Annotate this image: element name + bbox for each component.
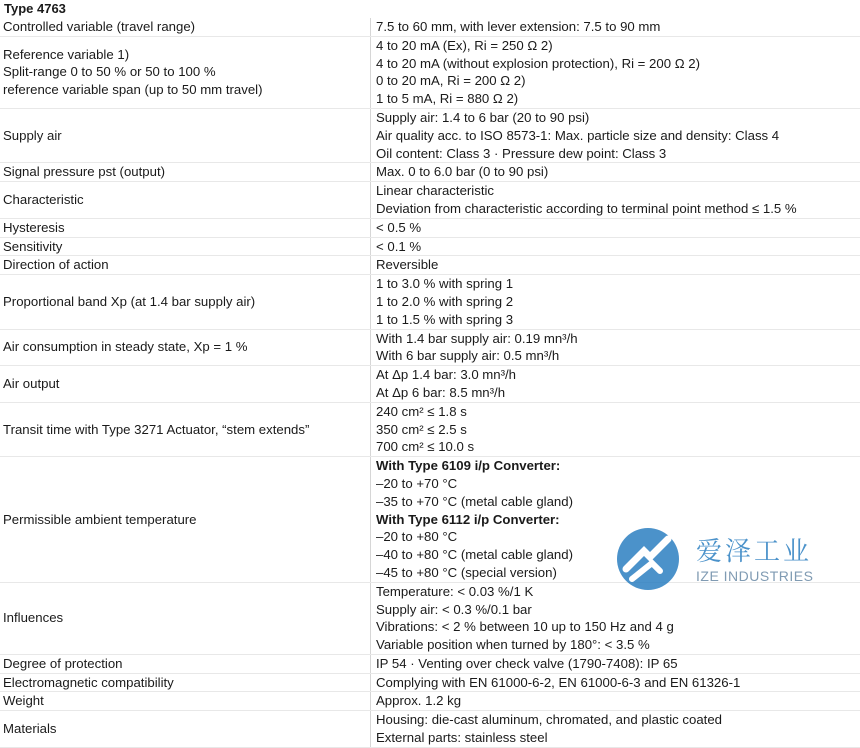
spec-row [0, 655, 860, 674]
column-divider [370, 583, 371, 654]
spec-row [0, 163, 860, 182]
spec-row [0, 256, 860, 275]
spec-label-line: Direction of action [3, 257, 109, 273]
spec-value: Supply air: 1.4 to 6 bar (20 to 90 psi) [376, 109, 590, 125]
spec-values [376, 182, 860, 218]
spec-values [376, 18, 860, 36]
spec-label-line: Air output [3, 376, 60, 392]
spec-value: At Δp 1.4 bar: 3.0 mn³/h [376, 367, 517, 383]
spec-label [3, 457, 365, 582]
spec-values [376, 674, 860, 692]
spec-title: Type 4763 [4, 1, 66, 16]
watermark-logo [610, 523, 840, 595]
column-divider [370, 692, 371, 710]
spec-value: 700 cm² ≤ 10.0 s [376, 439, 475, 455]
spec-values [376, 109, 860, 162]
spec-label-line: Influences [3, 610, 64, 626]
spec-value: Variable position when turned by 180°: < 3.5 % [376, 637, 650, 653]
spec-label [3, 692, 365, 710]
spec-values [376, 37, 860, 108]
watermark-en: IZE INDUSTRIES [696, 568, 814, 584]
spec-label [3, 37, 365, 108]
spec-row [0, 674, 860, 693]
spec-value: < 0.1 % [376, 238, 422, 254]
spec-values [376, 366, 860, 402]
column-divider [370, 18, 371, 36]
column-divider [370, 674, 371, 692]
spec-value: 4 to 20 mA (Ex), Ri = 250 Ω 2) [376, 37, 553, 53]
spec-value: –20 to +70 °C [376, 475, 458, 491]
spec-label [3, 182, 365, 218]
column-divider [370, 163, 371, 181]
spec-label [3, 238, 365, 256]
column-divider [370, 256, 371, 274]
spec-row [0, 18, 860, 37]
spec-value: –35 to +70 °C (metal cable gland) [376, 493, 573, 509]
spec-values [376, 219, 860, 237]
spec-label-line: Weight [3, 693, 44, 709]
spec-label-line: Materials [3, 721, 57, 737]
spec-value: 7.5 to 60 mm, with lever extension: 7.5 to 90 mm [376, 19, 661, 34]
spec-label-line: reference variable span (up to 50 mm travel) [3, 82, 263, 98]
spec-label-line: Permissible ambient temperature [3, 511, 197, 527]
spec-value: Oil content: Class 3 · Pressure dew point: Class 3 [376, 145, 667, 161]
spec-row [0, 711, 860, 748]
spec-value: < 0.5 % [376, 219, 422, 235]
spec-label-line: Supply air [3, 127, 62, 143]
spec-label-line: Proportional band Xp (at 1.4 bar supply air) [3, 293, 256, 309]
spec-label [3, 256, 365, 274]
column-divider [370, 219, 371, 237]
spec-label-line: Controlled variable (travel range) [3, 19, 196, 34]
spec-value: 1 to 2.0 % with spring 2 [376, 293, 514, 309]
spec-table [0, 18, 860, 748]
spec-label [3, 109, 365, 162]
spec-value: Vibrations: < 2 % between 10 up to 150 Hz and 4 g [376, 619, 674, 635]
spec-label-line: Hysteresis [3, 219, 65, 235]
spec-values [376, 163, 860, 181]
spec-values [376, 711, 860, 747]
spec-values [376, 256, 860, 274]
ize-logo-icon [610, 523, 690, 595]
spec-label [3, 330, 365, 366]
spec-label-line: Signal pressure pst (output) [3, 164, 165, 180]
spec-label [3, 403, 365, 456]
spec-label [3, 711, 365, 747]
column-divider [370, 330, 371, 366]
spec-label [3, 163, 365, 181]
column-divider [370, 711, 371, 747]
spec-values [376, 403, 860, 456]
spec-value: Reversible [376, 257, 439, 273]
spec-value: Air quality acc. to ISO 8573-1: Max. particle size and density: Class 4 [376, 127, 780, 143]
spec-label [3, 275, 365, 328]
spec-value: 1 to 1.5 % with spring 3 [376, 311, 514, 327]
column-divider [370, 182, 371, 218]
spec-value: With Type 6109 i/p Converter: [376, 458, 561, 474]
column-divider [370, 109, 371, 162]
spec-row [0, 403, 860, 457]
spec-value: With 6 bar supply air: 0.5 mn³/h [376, 348, 560, 364]
spec-value: Complying with EN 61000-6-2, EN 61000-6-3 and EN 61326-1 [376, 674, 741, 690]
spec-value: With Type 6112 i/p Converter: [376, 511, 560, 527]
spec-label [3, 18, 365, 36]
spec-label-line: Characteristic [3, 192, 84, 208]
spec-value: –45 to +80 °C (special version) [376, 564, 557, 580]
spec-value: Max. 0 to 6.0 bar (0 to 90 psi) [376, 164, 549, 180]
column-divider [370, 238, 371, 256]
spec-label [3, 583, 365, 654]
spec-label [3, 655, 365, 673]
column-divider [370, 37, 371, 108]
spec-values [376, 655, 860, 673]
column-divider [370, 457, 371, 582]
spec-value: –40 to +80 °C (metal cable gland) [376, 547, 573, 563]
spec-label-line: Air consumption in steady state, Xp = 1 % [3, 339, 248, 355]
spec-values [376, 238, 860, 256]
spec-value: With 1.4 bar supply air: 0.19 mn³/h [376, 330, 578, 346]
spec-value: 1 to 5 mA, Ri = 880 Ω 2) [376, 91, 519, 107]
column-divider [370, 366, 371, 402]
spec-label-line: Sensitivity [3, 238, 63, 254]
spec-label-line: Reference variable 1) [3, 46, 130, 62]
spec-value: 4 to 20 mA (without explosion protection), Ri = 200 Ω 2) [376, 55, 700, 71]
spec-label [3, 219, 365, 237]
spec-value: Linear characteristic [376, 183, 495, 199]
spec-value: Deviation from characteristic according to terminal point method ≤ 1.5 % [376, 200, 797, 216]
spec-values [376, 275, 860, 328]
spec-value: Housing: die-cast aluminum, chromated, and plastic coated [376, 712, 722, 728]
spec-value: 240 cm² ≤ 1.8 s [376, 403, 467, 419]
spec-row [0, 366, 860, 403]
spec-label-line: Transit time with Type 3271 Actuator, “stem extends” [3, 421, 310, 437]
spec-row [0, 109, 860, 163]
watermark-cn: 爱泽工业 [696, 537, 813, 567]
spec-row [0, 692, 860, 711]
spec-value: External parts: stainless steel [376, 730, 548, 746]
spec-row [0, 182, 860, 219]
spec-value: –20 to +80 °C [376, 529, 458, 545]
spec-label-line: Electromagnetic compatibility [3, 674, 174, 690]
spec-value: IP 54 · Venting over check valve (1790-7408): IP 65 [376, 655, 678, 671]
spec-value: 350 cm² ≤ 2.5 s [376, 421, 467, 437]
spec-value: Temperature: < 0.03 %/1 K [376, 583, 534, 599]
spec-values [376, 692, 860, 710]
spec-label-line: Split-range 0 to 50 % or 50 to 100 % [3, 64, 216, 80]
spec-row [0, 330, 860, 367]
spec-value: 1 to 3.0 % with spring 1 [376, 276, 514, 292]
spec-row [0, 219, 860, 238]
spec-label-line: Degree of protection [3, 655, 123, 671]
spec-row [0, 37, 860, 109]
spec-value: 0 to 20 mA, Ri = 200 Ω 2) [376, 73, 526, 89]
spec-value: Supply air: < 0.3 %/0.1 bar [376, 601, 532, 617]
spec-label [3, 674, 365, 692]
spec-row [0, 238, 860, 257]
column-divider [370, 403, 371, 456]
spec-value: Approx. 1.2 kg [376, 693, 462, 709]
spec-value: At Δp 6 bar: 8.5 mn³/h [376, 384, 506, 400]
column-divider [370, 275, 371, 328]
spec-row [0, 275, 860, 329]
spec-label [3, 366, 365, 402]
spec-values [376, 330, 860, 366]
column-divider [370, 655, 371, 673]
